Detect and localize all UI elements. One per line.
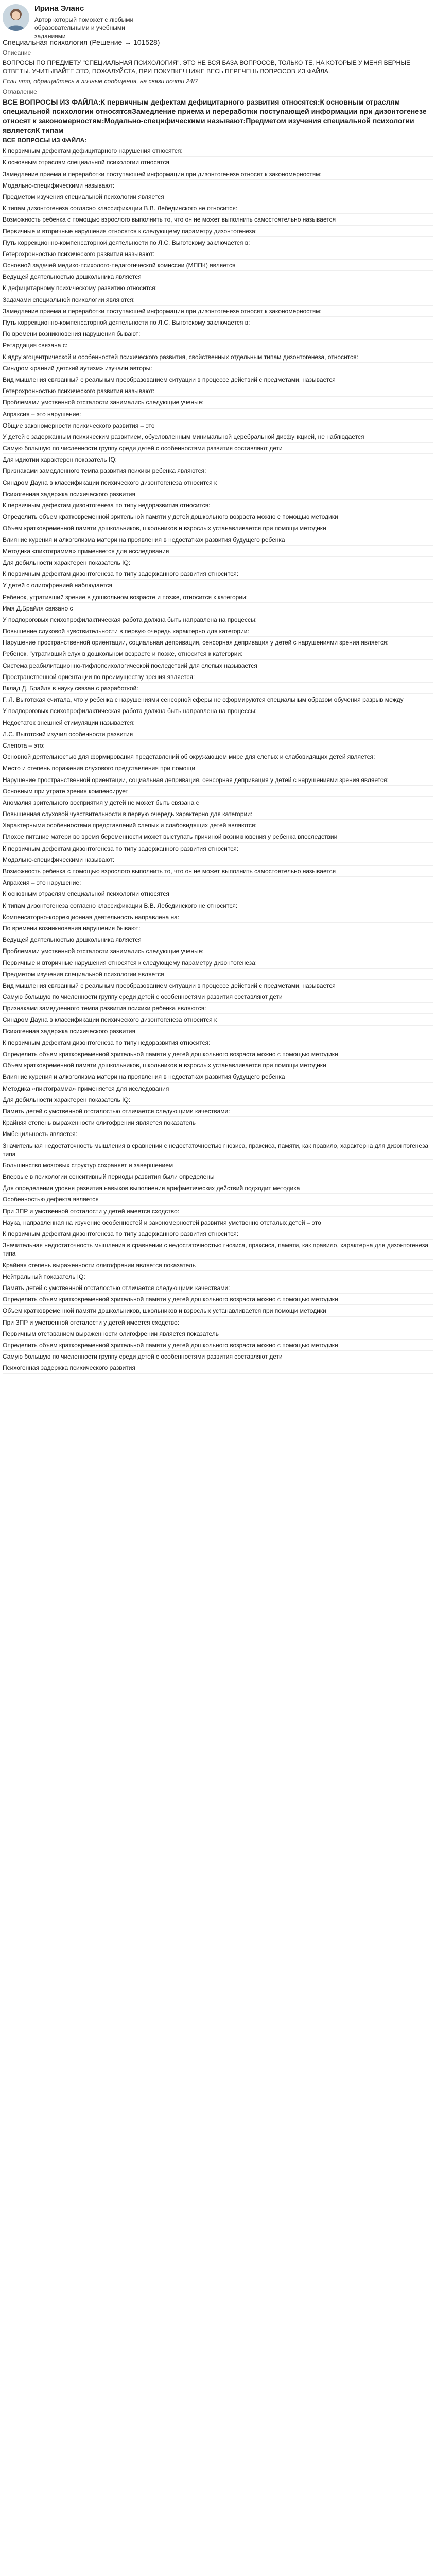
question-item: Ведущей деятельностью дошкольника является (3, 934, 433, 945)
question-item: Основной деятельностью для формирования представлений об окружающем мире для слепых и слабовидящих детей является: (3, 751, 433, 762)
question-item: У подпороговых психопрофилактическая работа должна быть направлена на процессы: (3, 705, 433, 717)
question-item: К первичным дефектам дефицитарного нарушения относятся: (3, 145, 433, 157)
question-item: Самую большую по численности группу среди детей с особенностями развития составляют дети (3, 991, 433, 1003)
question-item: Методика «пиктограмма» применяется для исследования (3, 546, 433, 557)
question-item: К основным отраслям специальной психологии относятся (3, 888, 433, 900)
question-item: Первичные и вторичные нарушения относятся к следующему параметру дизонтогенеза: (3, 957, 433, 969)
question-item: По времени возникновения нарушения бывают: (3, 328, 433, 340)
question-item: К ядру эгоцентрической и особенностей психического развития, свойственных отдельным типам дизонтогенеза, относится: (3, 351, 433, 363)
question-item: Характерными особенностями представлений слепых и слабовидящих детей являются: (3, 820, 433, 831)
question-item: Первичные и вторичные нарушения относятся к следующему параметру дизонтогенеза: (3, 226, 433, 237)
question-item: К первичным дефектам дизонтогенеза по типу задержанного развития относится: (3, 568, 433, 580)
question-item: Замедление приема и переработки поступающей информации при дизонтогенезе относят к закономерностям: (3, 306, 433, 317)
question-item: Признаками замедленного темпа развития психики ребенка являются: (3, 465, 433, 477)
question-item: К основным отраслям специальной психологии относятся (3, 157, 433, 168)
question-item: Вклад Д. Брайля в науку связан с разработкой: (3, 683, 433, 694)
question-item: Модально-специфическими называют: (3, 854, 433, 866)
question-item: К первичным дефектам дизонтогенеза по типу задержанного развития относится: (3, 1228, 433, 1240)
question-item: Возможность ребенка с помощью взрослого выполнить то, что он не может выполнить самостоятельно называется (3, 866, 433, 877)
question-item: Основной задачей медико-психолого-педагогической комиссии (МППК) является (3, 260, 433, 271)
question-item: Синдром Дауна в классификации психического дизонтогенеза относится к (3, 477, 433, 488)
question-item: Нейтральный показатель IQ: (3, 1271, 433, 1282)
question-item: Синдром «ранний детский аутизм» изучали авторы: (3, 363, 433, 374)
question-item: Проблемами умственной отсталости занимались следующие ученые: (3, 945, 433, 957)
question-item: Определить объем кратковременной зрительной памяти у детей дошкольного возраста можно с помощью методики (3, 1294, 433, 1305)
question-item: Имя Д.Брайля связано с (3, 603, 433, 614)
question-item: Впервые в психологии сенситивный периоды развития были определены (3, 1171, 433, 1182)
question-item: К дефицитарному психическому развитию относится: (3, 282, 433, 294)
question-item: Ребенок, утративший зрение в дошкольном возрасте и позже, относится к категории: (3, 591, 433, 603)
question-item: Вид мышления связанный с реальным преобразованием ситуации в процессе действий с предметами, называется (3, 980, 433, 991)
question-item: К первичным дефектам дизонтогенеза по типу недоразвития относится: (3, 1037, 433, 1048)
question-item: Психогенная задержка психического развития (3, 1362, 433, 1374)
product-title: Специальная психология (Решение → 101528) (3, 38, 160, 46)
question-item: Определить объем кратковременной зрительной памяти у детей дошкольного возраста можно с помощью методики (3, 511, 433, 522)
question-item: К типам дизонтогенеза согласно классификации В.В. Лебединского не относится: (3, 900, 433, 911)
question-item: Определить объем кратковременной зрительной памяти у детей дошкольного возраста можно с помощью методики (3, 1048, 433, 1060)
description-label: Описание (3, 49, 31, 57)
question-item: Ведущей деятельностью дошкольника является (3, 271, 433, 282)
question-item: Слепота – это: (3, 740, 433, 751)
question-item: Значительная недостаточность мышления в сравнении с недостаточностью гнозиса, праксиса, памяти, как правило, характерна для дизонтогенеза типа (3, 1240, 433, 1259)
question-item: Для дебильности характерен показатель IQ: (3, 1094, 433, 1106)
question-item: Первичным отставанием выраженности олигофрении является показатель (3, 1328, 433, 1340)
author-name[interactable]: Ирина Эланс (34, 4, 84, 13)
question-item: Апраксия – это нарушение: (3, 877, 433, 888)
question-item: Для идиотии характерен показатель IQ: (3, 454, 433, 465)
question-item: Синдром Дауна в классификации психического дизонтогенеза относится к (3, 1014, 433, 1025)
question-item: Крайняя степень выраженности олигофрении является показатель (3, 1260, 433, 1271)
description-text: ВОПРОСЫ ПО ПРЕДМЕТУ "СПЕЦИАЛЬНАЯ ПСИХОЛОГИЯ". ЭТО НЕ ВСЯ БАЗА ВОПРОСОВ, ТОЛЬКО ТЕ, НА КОТОРЫЕ У МЕНЯ ВЕРНЫЕ ОТВЕТЫ. УЧИТЫВАЙТЕ ЭТО, ПОЖАЛУЙСТА, ПРИ ПОКУПКЕ! НИЖЕ ВЕСЬ ПЕРЕЧЕНЬ ВОПРОСОВ ИЗ ФАЙЛА. (3, 59, 410, 75)
author-avatar[interactable] (3, 4, 29, 31)
toc-label: Оглавление (3, 88, 37, 95)
question-item: Наука, направленная на изучение особенностей и закономерностей развития умственно отсталых детей – это (3, 1217, 433, 1228)
question-item: Путь коррекционно-компенсаторной деятельности по Л.С. Выготскому заключается в: (3, 237, 433, 248)
question-item: Г. Л. Выготская считала, что у ребенка с нарушениями сенсорной сферы не сформируются специальным образом обучения разрыв между (3, 694, 433, 705)
question-item: Гетерохронностью психического развития называют: (3, 248, 433, 260)
question-item: У подпороговых психопрофилактическая работа должна быть направлена на процессы: (3, 614, 433, 625)
question-item: Психогенная задержка психического развития (3, 488, 433, 500)
question-item: Самую большую по численности группу среди детей с особенностями развития составляют дети (3, 1351, 433, 1362)
question-item: Память детей с умственной отсталостью отличается следующими качествами: (3, 1106, 433, 1117)
toc-title: ВСЕ ВОПРОСЫ ИЗ ФАЙЛА:К первичным дефектам дефицитарного развития относятся:К основным отраслям специальной психологии относятсяЗамедление приема и переработки поступающей информации при дизонтогенезе относят к закономерностям:Модально-специфическими называют:Предметом изучения специальной психологии являетсяК типам (3, 98, 427, 134)
question-item: Возможность ребенка с помощью взрослого выполнить то, что он не может выполнить самостоятельно называется (3, 214, 433, 225)
question-item: У детей с олигофренией наблюдается (3, 580, 433, 591)
question-item: Ретардация связана с: (3, 340, 433, 351)
question-item: Значительная недостаточность мышления в сравнении с недостаточностью гнозиса, праксиса, памяти, как правило, характерна для дизонтогенеза типа (3, 1140, 433, 1160)
question-item: Проблемами умственной отсталости занимались следующие ученые: (3, 397, 433, 408)
question-item: Психогенная задержка психического развития (3, 1026, 433, 1037)
author-description: Автор который поможет с любыми образовательными и учебными заданиями (34, 15, 134, 40)
question-item: Пространственной ориентации по преимуществу зрения является: (3, 671, 433, 683)
question-item: Методика «пиктограмма» применяется для исследования (3, 1083, 433, 1094)
question-item: Компенсаторно-коррекционная деятельность направлена на: (3, 911, 433, 923)
question-item: Самую большую по численности группу среди детей с особенностями развития составляют дети (3, 443, 433, 454)
question-item: К первичным дефектам дизонтогенеза по типу недоразвития относится: (3, 500, 433, 511)
question-item: Место и степень поражения слухового представления при помощи (3, 762, 433, 774)
question-item: У детей с задержанным психическим развитием, обусловленным минимальной церебральной дисфункцией, не наблюдается (3, 431, 433, 443)
question-item: Для дебильности характерен показатель IQ: (3, 557, 433, 568)
question-item: Повышенная слуховой чувствительности в первую очередь характерно для категории: (3, 808, 433, 820)
question-item: По времени возникновения нарушения бывают: (3, 923, 433, 934)
question-item: Объем кратковременной памяти дошкольников, школьников и взрослых устанавливается при помощи методики (3, 1060, 433, 1071)
question-item: Признаками замедленного темпа развития психики ребенка являются: (3, 1003, 433, 1014)
question-item: Недостаток внешней стимуляции называется: (3, 717, 433, 728)
author-block (3, 3, 433, 40)
question-item: Повышение слуховой чувствительности в первую очередь характерно для категории: (3, 625, 433, 637)
question-item: Путь коррекционно-компенсаторной деятельности по Л.С. Выготскому заключается в: (3, 317, 433, 328)
question-item: К первичным дефектам дизонтогенеза по типу задержанного развития относится: (3, 843, 433, 854)
question-item: Нарушение пространственной ориентации, социальная депривация, сенсорная депривация у детей с нарушениями зрения является: (3, 774, 433, 786)
question-item: Л.С. Выготский изучил особенности развития (3, 728, 433, 740)
question-item: Объем кратковременной памяти дошкольников, школьников и взрослых устанавливается при помощи методики (3, 522, 433, 534)
question-item: Память детей с умственной отсталостью отличается следующими качествами: (3, 1282, 433, 1294)
question-item: Предметом изучения специальной психологии является (3, 191, 433, 202)
question-item: Ребенок, "утративший слух в дошкольном возрасте и позже, относится к категории: (3, 648, 433, 659)
question-item: Особенностью дефекта является (3, 1194, 433, 1205)
question-item: При ЗПР и умственной отсталости у детей имеется сходство: (3, 1206, 433, 1217)
question-item: Для определения уровня развития навыков выполнения арифметических действий подходит методика (3, 1182, 433, 1194)
question-item: Вид мышления связанный с реальным преобразованием ситуации в процессе действий с предметами, называется (3, 374, 433, 385)
question-item: Влияние курения и алкоголизма матери на проявления в недостатках развития будущего ребенка (3, 534, 433, 546)
description-note: Если что, обращайтесь в личные сообщения, на связи почти 24/7 (3, 78, 198, 86)
question-item: При ЗПР и умственной отсталости у детей имеется сходство: (3, 1317, 433, 1328)
question-item: Предметом изучения специальной психологии является (3, 969, 433, 980)
avatar-image-icon (3, 4, 29, 31)
question-item: Общие закономерности психического развития – это (3, 420, 433, 431)
question-item: Гетерохронностью психического развития называют: (3, 385, 433, 397)
question-item: Основным при утрате зрения компенсирует (3, 786, 433, 797)
question-item: Большинство мозговых структур сохраняет и завершением (3, 1160, 433, 1171)
question-item: Система реабилитационно-тифлопсихологической последствий для слепых называется (3, 660, 433, 671)
question-item: К типам дизонтогенеза согласно классификации В.В. Лебединского не относится: (3, 202, 433, 214)
question-list (3, 145, 433, 1374)
question-item: Плохое питание матери во время беременности может выступать причиной возникновения у ребенка впоследствии (3, 831, 433, 842)
question-item: Определить объем кратковременной зрительной памяти у детей дошкольного возраста можно с помощью методики (3, 1340, 433, 1351)
question-item: Аномалия зрительного восприятия у детей не может быть связана с (3, 797, 433, 808)
question-item: Апраксия – это нарушение: (3, 409, 433, 420)
question-item: Нарушение пространственной ориентации, социальная депривация, сенсорная депривация у детей с нарушениями зрения является: (3, 637, 433, 648)
question-item: Модально-специфическими называют: (3, 180, 433, 191)
question-item: Задачами специальной психологии являются: (3, 294, 433, 306)
question-item: Крайняя степень выраженности олигофрении является показатель (3, 1117, 433, 1128)
question-item: Замедление приема и переработки поступающей информации при дизонтогенезе относят к закономерностям: (3, 168, 433, 180)
toc-subtitle: ВСЕ ВОПРОСЫ ИЗ ФАЙЛА: (3, 136, 87, 144)
question-item: Влияние курения и алкоголизма матери на проявления в недостатках развития будущего ребенка (3, 1071, 433, 1082)
question-item: Имбецильность является: (3, 1128, 433, 1140)
question-item: Объем кратковременной памяти дошкольников, школьников и взрослых устанавливается при помощи методики (3, 1305, 433, 1316)
